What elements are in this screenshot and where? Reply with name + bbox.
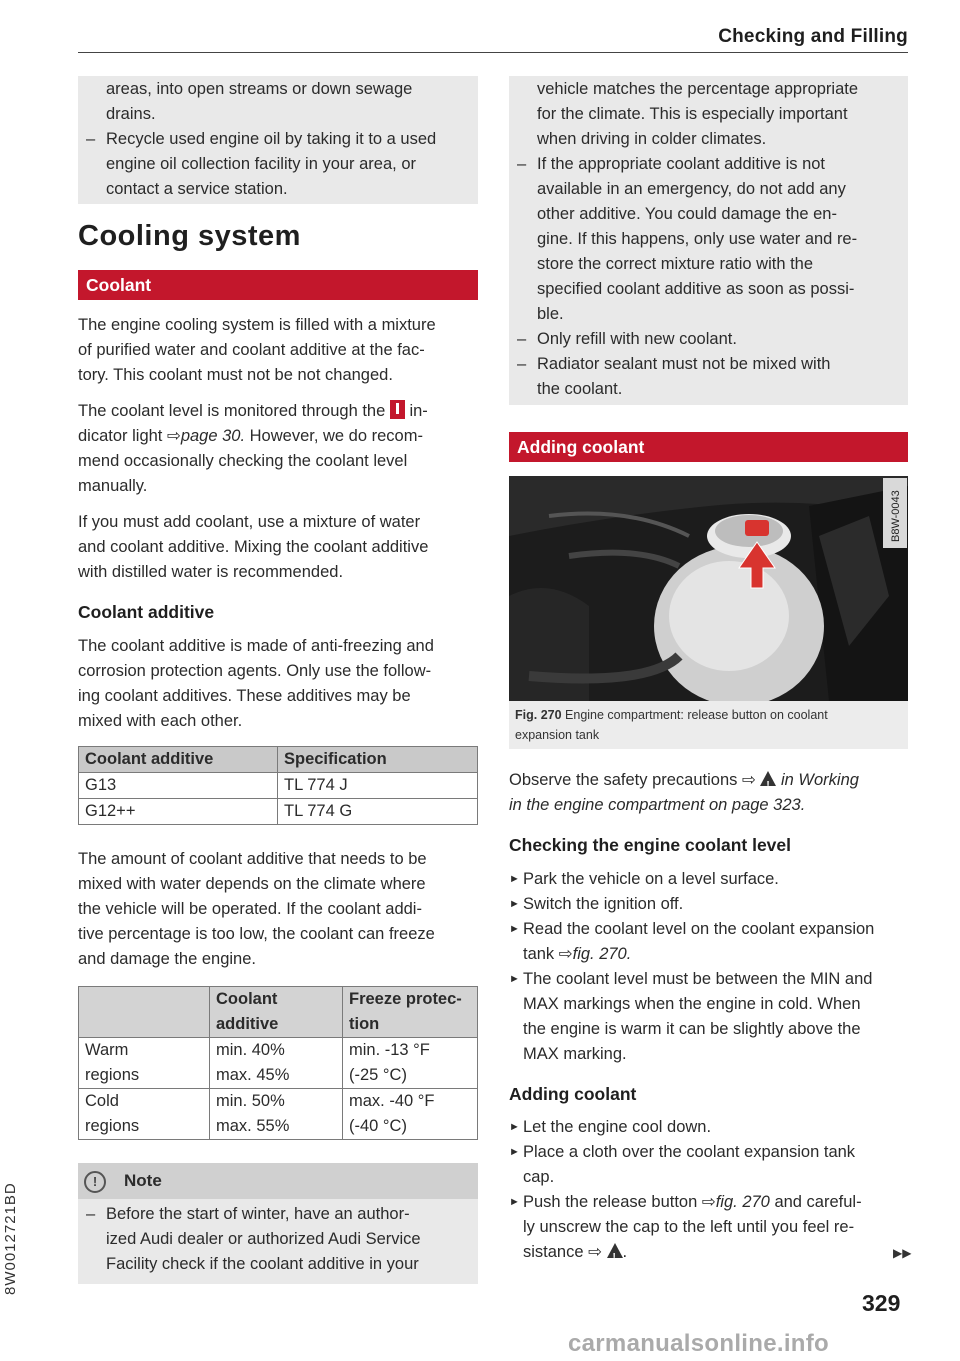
coolant-indicator-icon: [390, 400, 405, 419]
dash-marker: –: [86, 130, 96, 148]
para-line: mend occasionally checking the coolant level: [78, 452, 408, 470]
table-header: Specification: [278, 747, 478, 773]
dash-marker: –: [517, 330, 527, 348]
arrow-ref-icon: ⇨: [166, 427, 181, 445]
table-cell: TL 774 G: [278, 799, 478, 825]
note-box: [78, 1163, 478, 1284]
para-line: mixed with each other.: [78, 712, 243, 730]
additive-paragraph: [78, 634, 478, 734]
step-item: ► Push the release button ⇨fig. 270 and careful- ly unscrew the cap to the left until you feel re- sistance ⇨ ! .: [509, 1190, 909, 1265]
table-cell: max. -40 °F (-40 °C): [343, 1089, 478, 1140]
table-cell: min. 50% max. 55%: [210, 1089, 343, 1140]
continued-arrow-icon: ▶▶: [893, 1246, 912, 1260]
dash-marker: –: [517, 355, 527, 373]
figure-link[interactable]: fig. 270.: [572, 945, 632, 963]
mix-paragraph: [78, 510, 478, 585]
step-item: ► Switch the ignition off.: [509, 892, 909, 917]
step-item: ► Read the coolant level on the coolant expansion tank ⇨fig. 270.: [509, 917, 909, 967]
header-rule: [78, 52, 908, 53]
note-line: the coolant.: [537, 380, 623, 398]
figure-caption: [509, 701, 908, 749]
para-line: with distilled water is recommended.: [78, 563, 344, 581]
step-item: ► Place a cloth over the coolant expansion tank cap.: [509, 1140, 909, 1190]
check-heading: Checking the engine coolant level: [509, 835, 792, 855]
para-line: of purified water and coolant additive at the fac-: [78, 341, 425, 359]
para-text: The coolant level is monitored through the: [78, 402, 386, 420]
table-row: [79, 799, 478, 825]
para-line: manually.: [78, 477, 148, 495]
note-line: Radiator sealant must not be mixed with: [537, 355, 831, 373]
dash-marker: –: [86, 1205, 96, 1223]
arrow-ref-icon: ⇨: [558, 945, 573, 963]
step-arrow-icon: ►: [509, 873, 520, 885]
table-cell: G13: [79, 773, 278, 799]
table-header-empty: [79, 987, 210, 1038]
table-cell: Cold regions: [79, 1089, 210, 1140]
para-text: in-: [409, 402, 428, 420]
safety-link[interactable]: in Working: [780, 771, 859, 789]
table-cell: Warm regions: [79, 1038, 210, 1089]
freeze-table: [78, 986, 478, 1140]
coolant-bar: Coolant: [78, 270, 478, 300]
table-cell: TL 774 J: [278, 773, 478, 799]
figure-code: B8W-0043: [890, 490, 902, 542]
note-line: gine. If this happens, only use water and re-: [537, 230, 858, 248]
step-arrow-icon: ►: [509, 898, 520, 910]
warning-continuation-box: [78, 76, 478, 204]
table-cell: min. -13 °F (-25 °C): [343, 1038, 478, 1089]
indicator-paragraph: [78, 399, 478, 499]
figure-label: Fig. 270: [515, 708, 562, 722]
additive-table: [78, 746, 478, 825]
dash-marker: –: [517, 155, 527, 173]
arrow-ref-icon: ⇨: [741, 771, 756, 789]
arrow-ref-icon: ⇨: [701, 1193, 716, 1211]
note-line: ized Audi dealer or authorized Audi Service: [106, 1230, 421, 1248]
recycle-line: engine oil collection facility in your area, or: [106, 155, 416, 173]
note-line: ble.: [537, 305, 564, 323]
note-line: specified coolant additive as soon as possi-: [537, 280, 855, 298]
para-line: corrosion protection agents. Only use the follow-: [78, 662, 432, 680]
adding-steps: [509, 1115, 912, 1265]
table-header: Coolant additive: [210, 987, 343, 1038]
arrow-ref-icon: ⇨: [588, 1243, 602, 1261]
check-steps: [509, 867, 909, 1067]
step-item: ► Let the engine cool down.: [509, 1115, 909, 1140]
note-item: [78, 1202, 478, 1277]
recycle-line: Recycle used engine oil by taking it to a used: [106, 130, 437, 148]
recycle-item: [78, 127, 478, 202]
note-line: other additive. You could damage the en-: [537, 205, 837, 223]
figure-270: [509, 476, 908, 749]
para-line: The coolant additive is made of anti-freezing and: [78, 637, 434, 655]
note-item: [509, 152, 908, 327]
footer-watermark: carmanualsonline.info: [568, 1330, 830, 1357]
engine-compartment-photo: [509, 476, 908, 701]
step-arrow-icon: ►: [509, 973, 520, 985]
step-arrow-icon: ►: [509, 1146, 520, 1158]
coolant-intro: [78, 313, 478, 388]
document-code: 8W0012721BD: [2, 1182, 19, 1295]
table-row: [79, 1089, 478, 1140]
caption-text: expansion tank: [515, 728, 600, 742]
page-link[interactable]: in the engine compartment on page 323.: [509, 796, 806, 814]
adding-coolant-bar: Adding coolant: [509, 432, 908, 462]
note-line: available in an emergency, do not add any: [537, 180, 846, 198]
para-text: dicator light: [78, 427, 163, 445]
step-arrow-icon: ►: [509, 923, 520, 935]
note-continuation-box: [509, 76, 908, 405]
table-cell: G12++: [79, 799, 278, 825]
table-row: [79, 1038, 478, 1089]
para-line: The engine cooling system is filled with a mixture: [78, 316, 436, 334]
adding-heading: Adding coolant: [509, 1084, 637, 1104]
para-line: and damage the engine.: [78, 950, 256, 968]
section-title: Cooling system: [78, 220, 301, 252]
cont-line: vehicle matches the percentage appropriate: [537, 80, 859, 98]
table-cell: min. 40% max. 45%: [210, 1038, 343, 1089]
para-line: the vehicle will be operated. If the coolant addi-: [78, 900, 422, 918]
page-number: 329: [862, 1290, 901, 1316]
note-item: [509, 352, 908, 402]
note-line: store the correct mixture ratio with the: [537, 255, 814, 273]
para-text: However, we do recom-: [249, 427, 423, 445]
page-link[interactable]: page 30.: [180, 427, 246, 445]
note-line: Only refill with new coolant.: [537, 330, 737, 348]
step-arrow-icon: ►: [509, 1121, 520, 1133]
note-line: If the appropriate coolant additive is not: [537, 155, 826, 173]
note-title: Note: [124, 1171, 162, 1190]
table-header: Freeze protec- tion: [343, 987, 478, 1038]
table-header: Coolant additive: [79, 747, 278, 773]
caption-text: Engine compartment: release button on coolant: [565, 708, 828, 722]
para-line: The amount of coolant additive that needs to be: [78, 850, 427, 868]
header-title: Checking and Filling: [718, 26, 908, 47]
info-circle-icon: !: [84, 1171, 106, 1193]
note-line: Facility check if the coolant additive in your: [106, 1255, 419, 1273]
climate-paragraph: [78, 847, 478, 972]
step-arrow-icon: ►: [509, 1196, 520, 1208]
note-line: Before the start of winter, have an author-: [106, 1205, 410, 1223]
warning-triangle-icon: [760, 771, 776, 786]
para-line: and coolant additive. Mixing the coolant additive: [78, 538, 429, 556]
note-item: [509, 327, 908, 352]
recycle-line: contact a service station.: [106, 180, 288, 198]
observe-paragraph: [509, 768, 909, 818]
cont-line: when driving in colder climates.: [537, 130, 767, 148]
additive-heading: Coolant additive: [78, 602, 215, 622]
para-line: tive percentage is too low, the coolant can freeze: [78, 925, 435, 943]
para-line: tory. This coolant must not be not changed.: [78, 366, 393, 384]
table-row: [79, 773, 478, 799]
warning-triangle-icon: [607, 1243, 623, 1258]
step-item: ► The coolant level must be between the MIN and MAX markings when the engine in cold. When the engine is warm it can be slightly above the MAX marking.: [509, 967, 909, 1067]
intro-line: drains.: [106, 105, 156, 123]
intro-line: areas, into open streams or down sewage: [106, 80, 413, 98]
figure-link[interactable]: fig. 270: [715, 1193, 770, 1211]
para-line: mixed with water depends on the climate where: [78, 875, 426, 893]
note-body: [78, 1199, 478, 1284]
note-header: [78, 1163, 478, 1199]
para-line: ing coolant additives. These additives may be: [78, 687, 411, 705]
para-line: If you must add coolant, use a mixture of water: [78, 513, 421, 531]
step-item: ► Park the vehicle on a level surface.: [509, 867, 909, 892]
para-text: Observe the safety precautions: [509, 771, 738, 789]
cont-line: for the climate. This is especially important: [537, 105, 848, 123]
